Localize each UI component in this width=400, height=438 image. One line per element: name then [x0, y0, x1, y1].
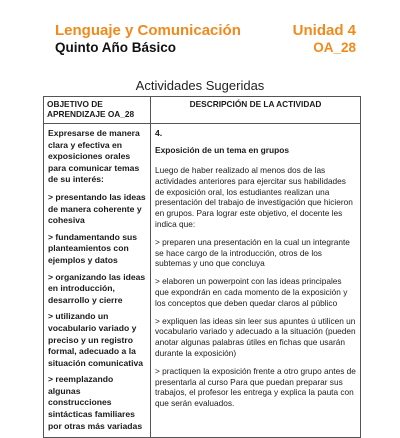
table-row — [44, 124, 361, 438]
objective-item: > utilizando un vocabulario variado y preciso y un registro formal, adecuado a la situación comunicativa — [48, 311, 144, 368]
activity-number: 4. — [155, 128, 163, 138]
grade-title: Quinto Año Básico — [55, 40, 176, 55]
objective-item: > fundamentando sus planteamientos con ejemplos y datos — [48, 231, 138, 265]
col-header-description: DESCRIPCIÓN DE LA ACTIVIDAD — [151, 97, 361, 124]
objective-item: > organizando las ideas en introducción, desarrollo y cierre — [48, 271, 146, 305]
header-right — [293, 22, 356, 56]
objective-cell — [44, 124, 151, 438]
activities-table — [43, 96, 361, 438]
unit-title: Unidad 4 — [292, 22, 356, 39]
activity-title: Exposición de un tema en grupos — [155, 145, 290, 155]
objective-item: > presentando las ideas de manera coherente y cohesiva — [48, 191, 146, 226]
activity-item: > preparen una presentación en la cual un integrante se hace cargo de la introducción, otros de los subtemas y uno que concluya — [155, 236, 350, 269]
activity-item: > elaboren un powerpoint con las ideas principales que expondrán en cada momento de la exposición y los conceptos que deben quedar claros al público — [155, 276, 348, 308]
activity-item: > expliquen las ideas sin leer sus apuntes ú utilicen un vocabulario variado y adecuado a la situación (pueden anotar algunas palabras útiles en fichas que usarán durante la exposición) — [155, 315, 356, 358]
col-header-objective: OBJETIVO DE APRENDIZAJE OA_28 — [44, 97, 151, 124]
section-title: Actividades Sugeridas — [135, 78, 265, 93]
activity-item: > practiquen la exposición frente a otro grupo antes de presentarla al curso Para que puedan preparar sus trabajos, el profesor les entrega y explica la pauta con que serán evaluados. — [155, 365, 356, 409]
subject-title: Lenguaje y Comunicación — [55, 22, 241, 39]
objective-item: > reemplazando algunas construcciones sintácticas familiares por otras más variadas — [48, 374, 143, 431]
header-left — [55, 22, 241, 56]
activity-intro: Luego de haber realizado al menos dos de las actividades anteriores para ejercitar sus habilidades de exposición oral, los estudiantes realizan una presentación del trabajo de investigación que hicieron en grupos. Para lograr este objetivo, el docente les indica que: — [155, 165, 353, 229]
table-header-row — [44, 97, 361, 124]
objective-intro: Expresarse de manera clara y efectiva en exposiciones orales para comunicar temas de su interés: — [48, 128, 140, 185]
description-cell — [151, 124, 361, 438]
oa-code: OA_28 — [313, 40, 356, 55]
